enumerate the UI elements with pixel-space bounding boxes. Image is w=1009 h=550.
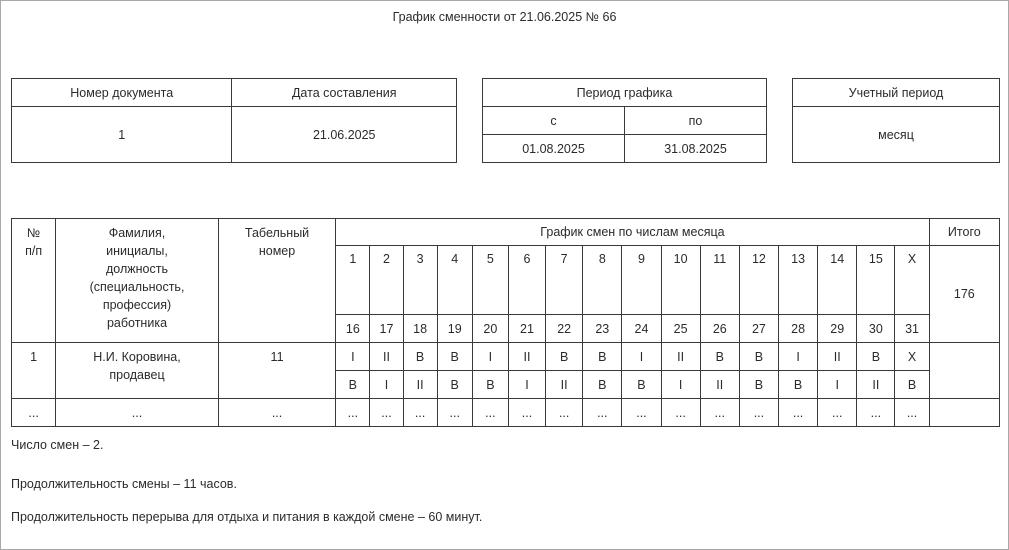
- shift-cell: I: [370, 371, 403, 399]
- shift-cell: В: [895, 371, 929, 399]
- shift-cell: I: [622, 343, 661, 371]
- ellipsis-cell: ...: [661, 399, 700, 427]
- day-cell: 6: [508, 246, 545, 315]
- ellipsis-cell: ...: [12, 399, 56, 427]
- ellipsis-cell: ...: [622, 399, 661, 427]
- shift-cell: I: [818, 371, 857, 399]
- shift-cell: В: [437, 343, 472, 371]
- shift-cell: В: [472, 371, 508, 399]
- day-cell: 5: [472, 246, 508, 315]
- day-cell: 9: [622, 246, 661, 315]
- ellipsis-cell: ...: [218, 399, 335, 427]
- day-cell: 25: [661, 315, 700, 343]
- shift-cell: В: [857, 343, 895, 371]
- shift-cell: В: [700, 343, 739, 371]
- ellipsis-cell: ...: [546, 399, 583, 427]
- day-cell: 30: [857, 315, 895, 343]
- col-number-header: № п/п: [12, 219, 56, 343]
- doc-number-header: Номер документа: [12, 79, 232, 107]
- period-from-label: с: [483, 107, 625, 135]
- ellipsis-cell: ...: [895, 399, 929, 427]
- shift-cell: II: [700, 371, 739, 399]
- shift-cell: В: [739, 371, 778, 399]
- day-cell: 29: [818, 315, 857, 343]
- ellipsis-cell: ...: [472, 399, 508, 427]
- ellipsis-cell: ...: [700, 399, 739, 427]
- day-cell: 4: [437, 246, 472, 315]
- employee-total-cell: [929, 343, 999, 399]
- ellipsis-total-cell: [929, 399, 999, 427]
- day-cell: 26: [700, 315, 739, 343]
- shift-cell: II: [818, 343, 857, 371]
- shift-cell: В: [779, 371, 818, 399]
- shift-cell: В: [546, 343, 583, 371]
- day-cell: 27: [739, 315, 778, 343]
- account-value: месяц: [793, 107, 1000, 163]
- document-title: График сменности от 21.06.2025 № 66: [392, 10, 617, 24]
- schedule-period-table: [482, 78, 767, 163]
- note-shifts-count: Число смен – 2.: [11, 438, 104, 452]
- shift-cell: X: [895, 343, 929, 371]
- day-cell: 7: [546, 246, 583, 315]
- col-schedule-header: График смен по числам месяца: [336, 219, 929, 246]
- total-value: 176: [929, 246, 999, 343]
- shift-cell: В: [622, 371, 661, 399]
- shift-cell: I: [661, 371, 700, 399]
- day-cell: 2: [370, 246, 403, 315]
- day-cell: 8: [583, 246, 622, 315]
- col-tab-number-header: Табельный номер: [218, 219, 335, 343]
- ellipsis-cell: ...: [739, 399, 778, 427]
- ellipsis-cell: ...: [857, 399, 895, 427]
- period-from-value: 01.08.2025: [483, 135, 625, 163]
- shift-cell: В: [437, 371, 472, 399]
- ellipsis-cell: ...: [336, 399, 370, 427]
- day-cell: 24: [622, 315, 661, 343]
- day-cell: 17: [370, 315, 403, 343]
- shift-cell: II: [857, 371, 895, 399]
- shift-cell: I: [779, 343, 818, 371]
- shift-cell: II: [546, 371, 583, 399]
- day-cell: 16: [336, 315, 370, 343]
- employee-tab-number: 11: [218, 343, 335, 399]
- day-cell: 20: [472, 315, 508, 343]
- day-cell: 15: [857, 246, 895, 315]
- period-to-value: 31.08.2025: [625, 135, 767, 163]
- shift-cell: II: [661, 343, 700, 371]
- day-cell: 19: [437, 315, 472, 343]
- accounting-period-table: [792, 78, 1000, 163]
- day-cell: 10: [661, 246, 700, 315]
- ellipsis-cell: ...: [370, 399, 403, 427]
- shift-cell: II: [370, 343, 403, 371]
- day-cell: 31: [895, 315, 929, 343]
- ellipsis-cell: ...: [779, 399, 818, 427]
- day-cell: 12: [739, 246, 778, 315]
- day-cell: 11: [700, 246, 739, 315]
- note-break-duration: Продолжительность перерыва для отдыха и питания в каждой смене – 60 минут.: [11, 510, 483, 524]
- ellipsis-cell: ...: [403, 399, 437, 427]
- day-cell: 28: [779, 315, 818, 343]
- day-cell: 3: [403, 246, 437, 315]
- day-cell: 18: [403, 315, 437, 343]
- account-header: Учетный период: [793, 79, 1000, 107]
- ellipsis-cell: ...: [818, 399, 857, 427]
- col-name-header: Фамилия, инициалы, должность (специальность, профессия) работника: [56, 219, 219, 343]
- day-cell: 1: [336, 246, 370, 315]
- shift-cell: I: [336, 343, 370, 371]
- day-cell: 14: [818, 246, 857, 315]
- ellipsis-cell: ...: [437, 399, 472, 427]
- shift-schedule-table: [11, 218, 1000, 427]
- day-cell: 13: [779, 246, 818, 315]
- shift-cell: В: [739, 343, 778, 371]
- shift-cell: I: [508, 371, 545, 399]
- shift-cell: I: [472, 343, 508, 371]
- col-total-header: Итого: [929, 219, 999, 246]
- doc-date-value: 21.06.2025: [232, 107, 457, 163]
- ellipsis-cell: ...: [508, 399, 545, 427]
- period-header: Период графика: [483, 79, 767, 107]
- note-shift-duration: Продолжительность смены – 11 часов.: [11, 477, 237, 491]
- shift-cell: II: [403, 371, 437, 399]
- day-cell: X: [895, 246, 929, 315]
- day-cell: 21: [508, 315, 545, 343]
- employee-name: Н.И. Коровина, продавец: [56, 343, 219, 399]
- doc-date-header: Дата составления: [232, 79, 457, 107]
- employee-number: 1: [12, 343, 56, 399]
- ellipsis-cell: ...: [583, 399, 622, 427]
- period-to-label: по: [625, 107, 767, 135]
- doc-number-value: 1: [12, 107, 232, 163]
- shift-cell: В: [336, 371, 370, 399]
- document-info-table: [11, 78, 457, 163]
- shift-cell: В: [403, 343, 437, 371]
- shift-cell: В: [583, 343, 622, 371]
- day-cell: 23: [583, 315, 622, 343]
- shift-cell: В: [583, 371, 622, 399]
- shift-cell: II: [508, 343, 545, 371]
- ellipsis-cell: ...: [56, 399, 219, 427]
- day-cell: 22: [546, 315, 583, 343]
